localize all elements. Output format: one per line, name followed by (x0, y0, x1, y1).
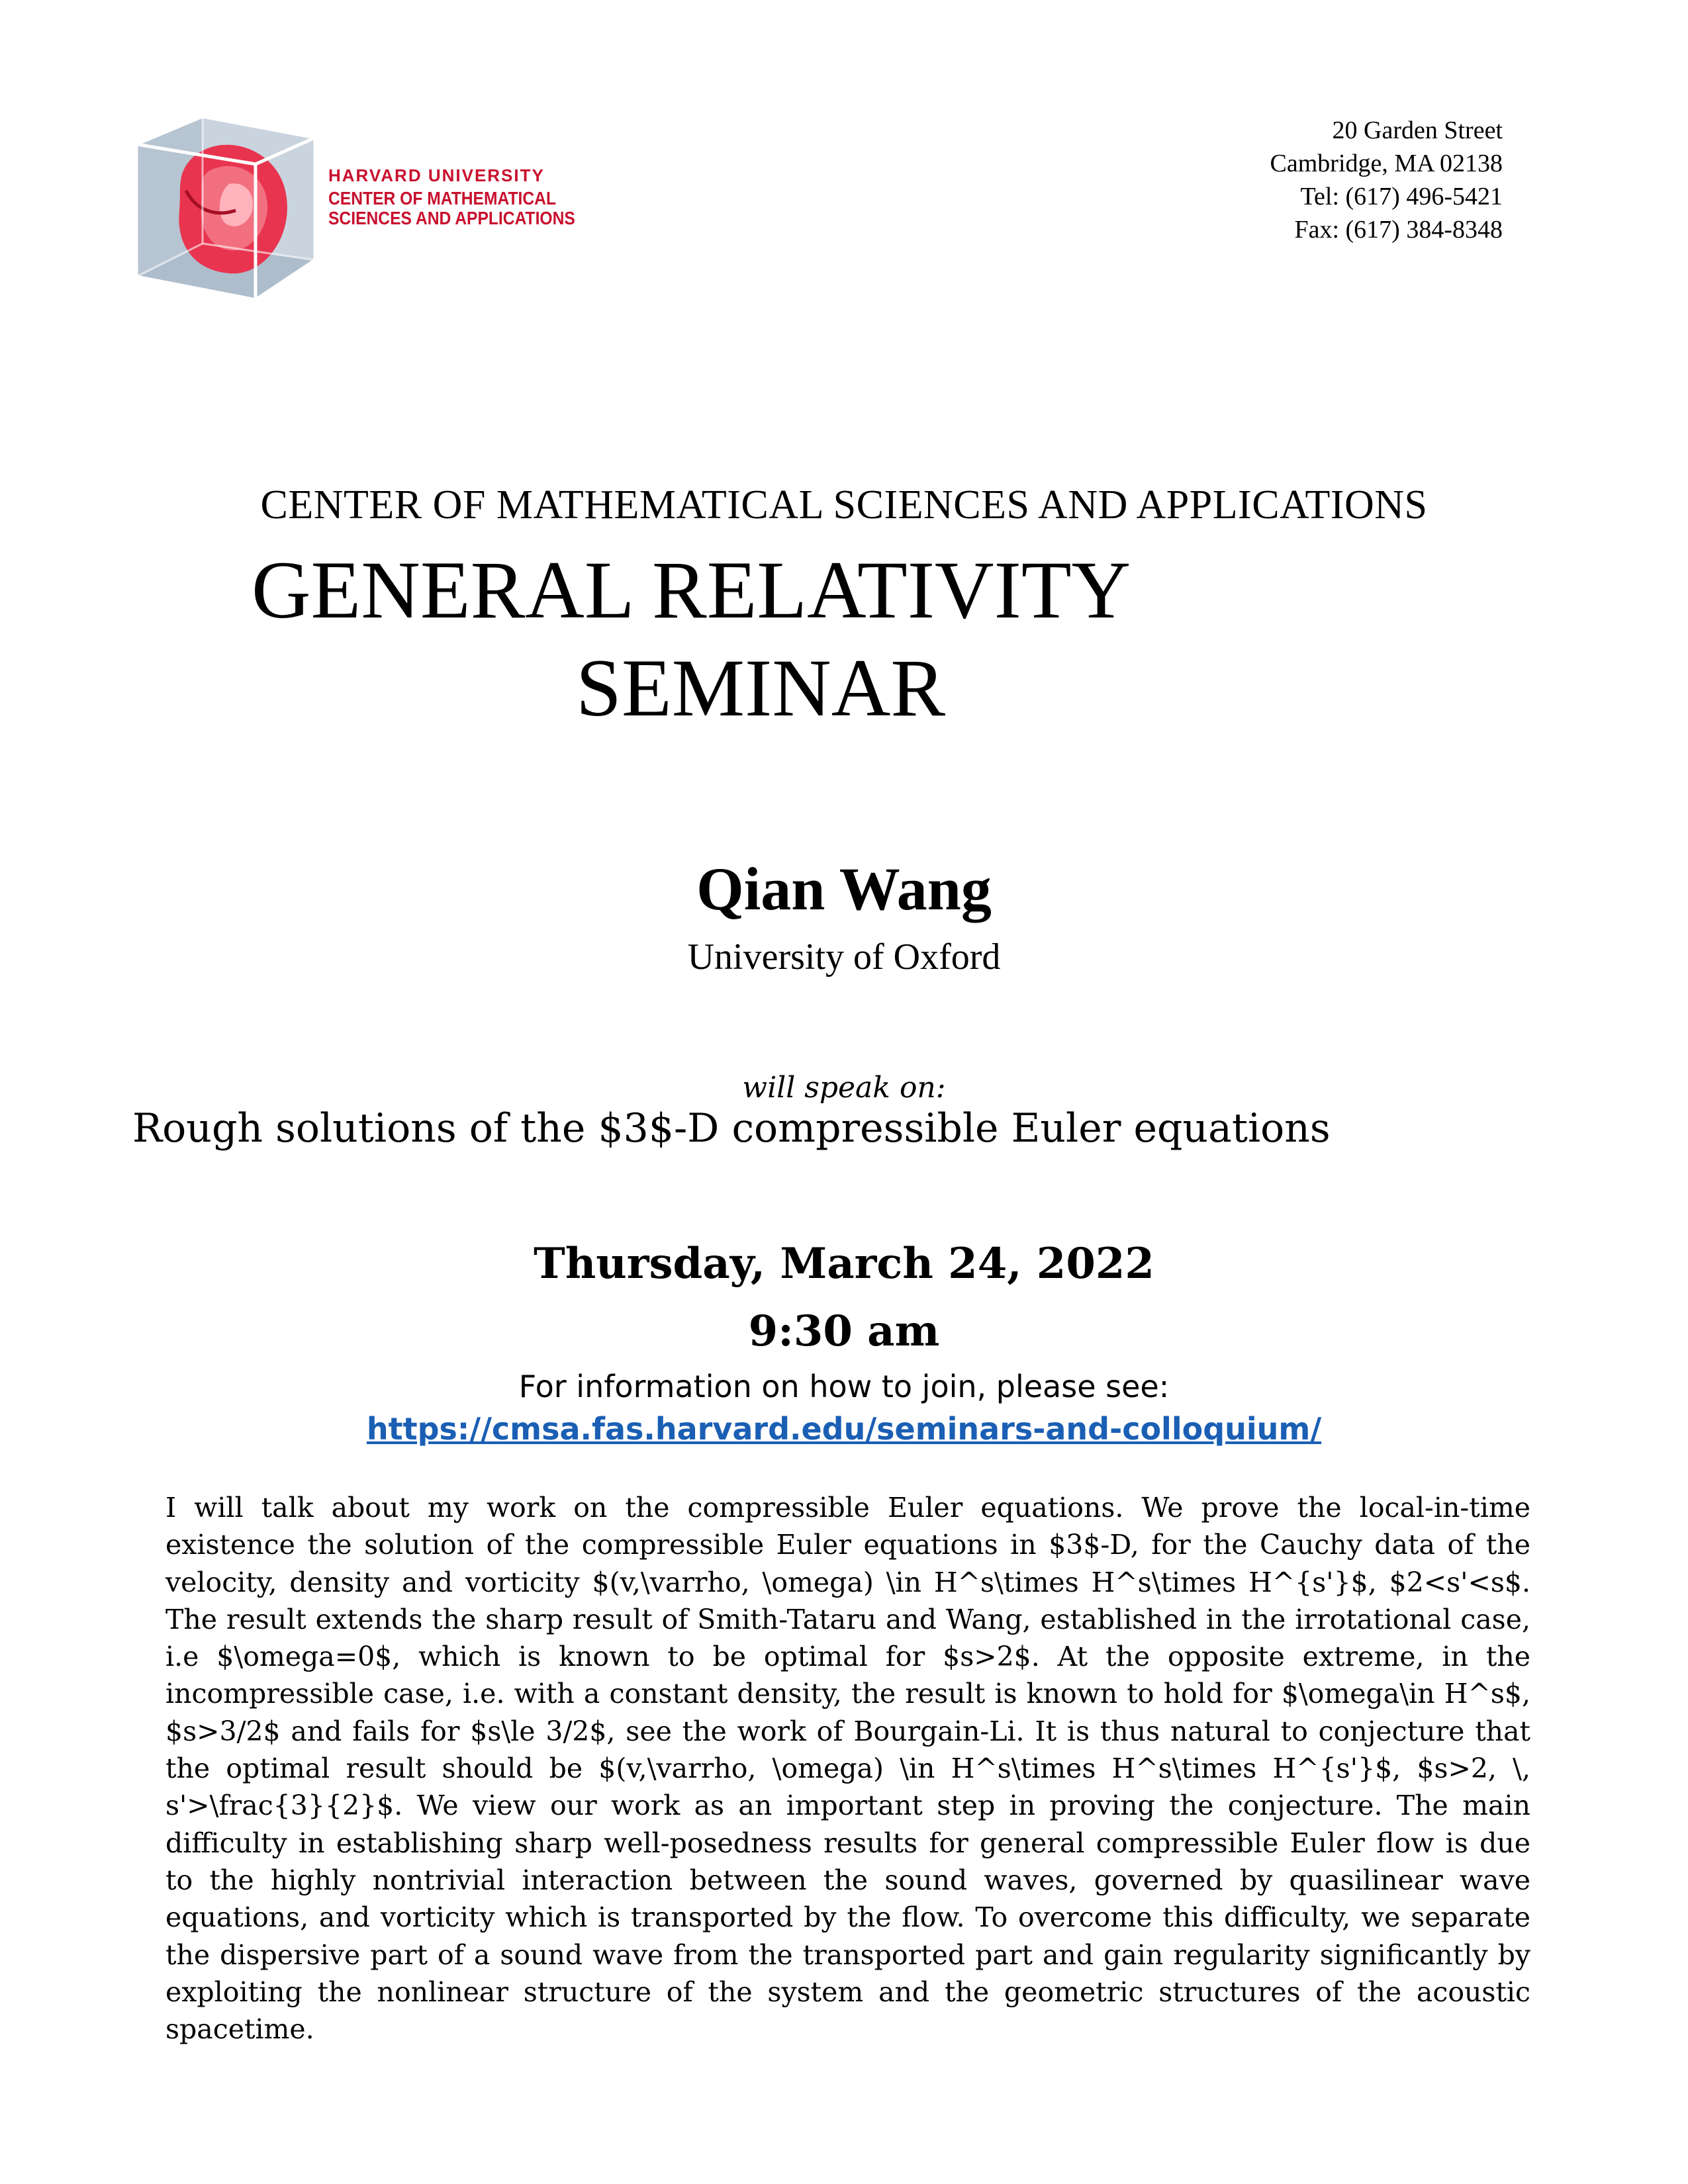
join-info: For information on how to join, please see: (518, 1369, 1170, 1404)
logo-line-sciences: SCIENCES AND APPLICATIONS (328, 207, 575, 228)
seminar-title (252, 541, 1470, 737)
cmsa-logo (130, 111, 580, 303)
will-speak-label: will speak on: (742, 1071, 946, 1105)
seminar-title-line1: GENERAL RELATIVITY (252, 545, 1131, 635)
address-fax: Fax: (617) 384-8348 (1294, 216, 1503, 244)
abstract-text: I will talk about my work on the compressible Euler equations. We prove the local-in-time existence the solution of the compressible Euler equations in $3$-D, for the Cauchy data of the velocity, density and vorticity $(v,\varrho, \omega) \in H^s\times H^s\times H^{s'}$, $2<s'<s$. The result extends the sharp result of Smith-Tataru and Wang, established in the irrotational case, i.e $\omega=0$, which is known to be optimal for $s>2$. At the opposite extreme, in the incompressible case, i.e. with a constant density, the result is known to hold for $\omega\in H^s$, $s>3/2$ and fails for $s\le 3/2$, see the work of Bourgain-Li. It is thus natural to conjecture that the optimal result should be $(v,\varrho, \omega) \in H^s\times H^s\times H^{s'}$, $s>2, \, s'>\frac{3}{2}$. We view our work as an important step in proving the conjecture. The main difficulty in establishing sharp well-posedness results for general compressible Euler flow is due to the highly nontrivial interaction between the sound waves, governed by quasilinear wave equations, and vorticity which is transported by the flow. To overcome this difficulty, we separate the dispersive part of a sound wave from the transported part and gain regularity significantly by exploiting the nonlinear structure of the system and the geometric structures of the acoustic spacetime. (165, 1492, 1530, 2046)
event-time: 9:30 am (748, 1306, 940, 1356)
talk-title: Rough solutions of the $3$-D compressible Euler equations (132, 1105, 1331, 1152)
speaker-affiliation: University of Oxford (687, 936, 1001, 978)
center-name: CENTER OF MATHEMATICAL SCIENCES AND APPLICATIONS (260, 482, 1428, 527)
logo-line-center: CENTER OF MATHEMATICAL (328, 188, 557, 209)
cube-logo-icon (130, 111, 322, 303)
logo-wordmark (328, 167, 609, 228)
address-city: Cambridge, MA 02138 (1270, 150, 1503, 177)
address-block (1270, 114, 1503, 246)
logo-line-university: HARVARD UNIVERSITY (328, 165, 545, 185)
address-street: 20 Garden Street (1332, 116, 1503, 144)
event-date: Thursday, March 24, 2022 (534, 1239, 1154, 1289)
seminar-title-line2: SEMINAR (576, 643, 946, 733)
speaker-name: Qian Wang (696, 855, 992, 923)
address-tel: Tel: (617) 496-5421 (1300, 183, 1503, 210)
seminar-link[interactable]: https://cmsa.fas.harvard.edu/seminars-and-colloquium/ (366, 1411, 1322, 1447)
